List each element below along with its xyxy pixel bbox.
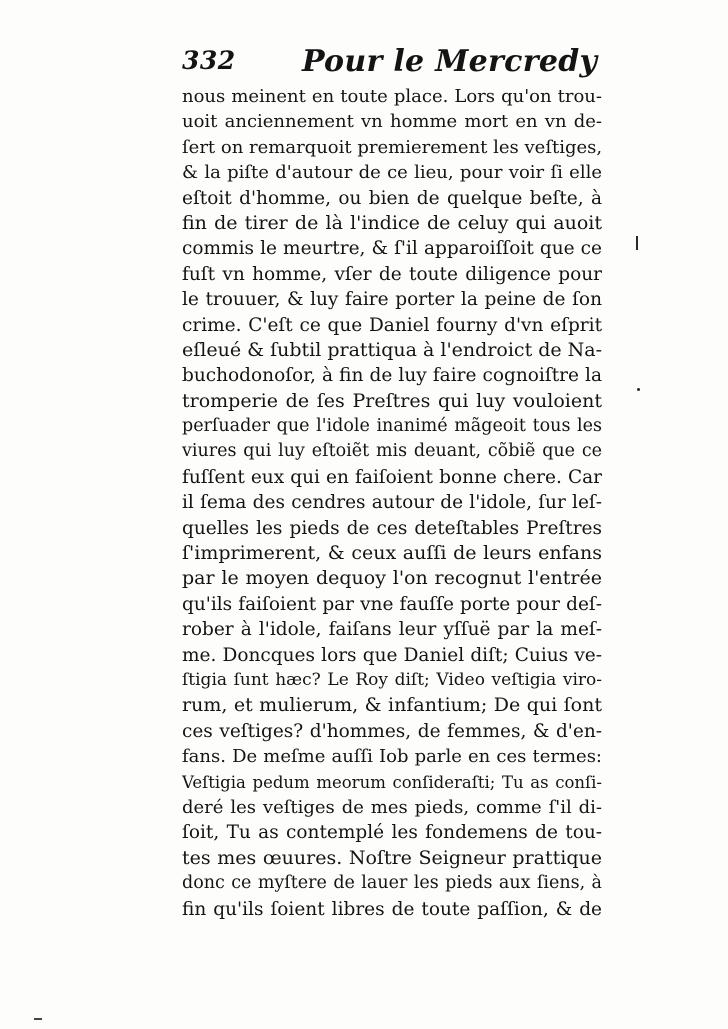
running-head: Pour le Mercredy — [302, 44, 598, 79]
margin-dot — [637, 388, 640, 391]
text-line: le trouuer, & luy faire porter la peine de ſon — [182, 289, 602, 311]
text-line: me. Doncques lors que Daniel diſt; Cuius ve- — [182, 644, 602, 666]
scan-mark — [34, 1018, 42, 1020]
text-line: perſuader que l'idole inanimé mãgeoit tous les — [182, 416, 602, 437]
text-line: ſ'imprimerent, & ceux auſſi de leurs enfans — [182, 542, 602, 565]
text-line: fuſt vn homme, vſer de toute diligence pour — [182, 263, 602, 285]
text-line: uoit anciennement vn homme mort en vn de- — [182, 111, 602, 133]
text-line: fin de tirer de là l'indice de celuy qui auoit — [182, 211, 602, 234]
text-line: crime. C'eſt ce que Daniel fourny d'vn eſprit — [182, 314, 602, 336]
text-line: & la piſte d'autour de ce lieu, pour voir ſi elle — [182, 162, 602, 184]
text-line: ces veſtiges? d'hommes, de femmes, & d'en- — [182, 720, 602, 742]
text-line: tes mes œuures. Noſtre Seigneur prattique — [182, 846, 602, 869]
text-line: quelles les pieds de ces deteſtables Preſtres — [182, 517, 602, 539]
text-line: il ſema des cendres autour de l'idole, ſur leſ- — [182, 492, 602, 514]
text-line: commis le meurtre, & ſ'il apparoiſſoit que ce — [182, 238, 602, 260]
text-line: deré les veſtiges de mes pieds, comme ſ'il di- — [182, 796, 602, 818]
text-line: ſert on remarquoit premierement les veſtiges, — [182, 136, 602, 158]
text-line: tromperie de ſes Preſtres qui luy vouloient — [182, 389, 602, 412]
text-line: nous meinent en toute place. Lors qu'on trou- — [182, 86, 602, 107]
text-line: donc ce myſtere de lauer les pieds aux ſiens, à — [182, 873, 602, 894]
text-line: viures qui luy eſtoiẽt mis deuant, cõbiẽ que ce — [182, 441, 602, 462]
text-line: fans. De meſme auſſi Iob parle en ces termes: — [182, 746, 602, 768]
text-line: buchodonoſor, à fin de luy faire cognoiſtre la — [182, 365, 602, 387]
text-line: ſtigia ſunt hæc? Le Roy diſt; Video veſtigia viro- — [182, 669, 602, 690]
text-line: eſleué & ſubtil prattiqua à l'endroict de Na- — [182, 338, 602, 361]
body-text — [182, 84, 602, 922]
text-line: ſoit, Tu as contemplé les fondemens de tou- — [182, 822, 602, 844]
text-line: fin qu'ils ſoient libres de toute paſſion, & de — [182, 898, 602, 920]
page-number: 332 — [182, 46, 236, 75]
text-line: eſtoit d'homme, ou bien de quelque beſte, à — [182, 187, 602, 209]
margin-mark — [636, 236, 638, 250]
text-line: fuſſent eux qui en faiſoient bonne chere. Car — [182, 466, 602, 488]
text-line: qu'ils faiſoient par vne fauſſe porte pour deſ- — [182, 593, 602, 615]
text-line: Veſtigia pedum meorum conſideraſti; Tu as conſi- — [182, 772, 602, 792]
text-line: par le moyen dequoy l'on recognut l'entrée — [182, 567, 602, 590]
text-line: rum, et mulierum, & infantium; De qui ſont — [182, 694, 602, 717]
page-header — [182, 44, 604, 84]
text-line: rober à l'idole, faiſans leur yſſuë par la meſ- — [182, 619, 602, 641]
